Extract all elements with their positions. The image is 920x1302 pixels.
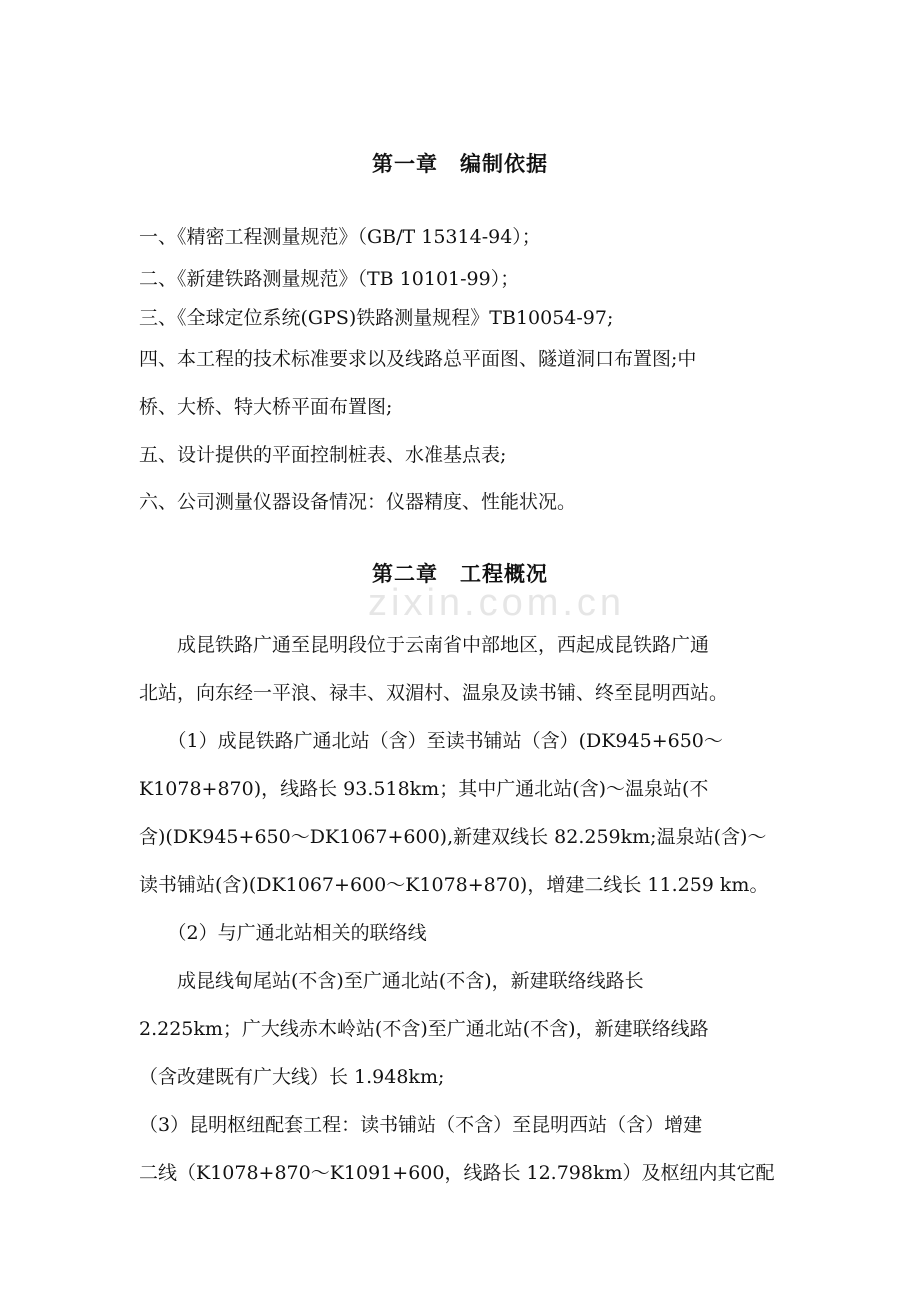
overview-line-4: K1078+870)，线路长 93.518km；其中广通北站(含)～温泉站(不 — [139, 778, 709, 800]
chapter1-title: 第一章 编制依据 — [372, 152, 548, 176]
chapter2-title: 第二章 工程概况 — [372, 562, 548, 586]
overview-line-3: （1）成昆铁路广通北站（含）至读书铺站（含）(DK945+650～ — [139, 730, 723, 752]
overview-line-10: （含改建既有广大线）长 1.948km; — [139, 1066, 445, 1088]
overview-line-1: 成昆铁路广通至昆明段位于云南省中部地区，西起成昆铁路广通 — [139, 634, 710, 656]
overview-line-12: 二线（K1078+870～K1091+600，线路长 12.798km）及枢纽内其它配 — [139, 1162, 775, 1184]
overview-line-8: 成昆线甸尾站(不含)至广通北站(不含)，新建联络线路长 — [139, 970, 644, 992]
basis-item-2: 二、《新建铁路测量规范》（TB 10101-99）； — [139, 268, 520, 290]
basis-item-4: 四、本工程的技术标准要求以及线路总平面图、隧道洞口布置图;中 — [139, 348, 697, 370]
overview-line-11: （3）昆明枢纽配套工程：读书铺站（不含）至昆明西站（含）增建 — [139, 1114, 703, 1136]
basis-item-5: 五、设计提供的平面控制桩表、水准基点表; — [139, 444, 507, 466]
overview-line-2: 北站，向东经一平浪、禄丰、双湄村、温泉及读书铺、终至昆明西站。 — [139, 682, 729, 704]
overview-line-5: 含)(DK945+650～DK1067+600),新建双线长 82.259km;温泉站(含)～ — [139, 826, 767, 848]
basis-item-1: 一、《精密工程测量规范》（GB/T 15314-94）； — [139, 226, 541, 248]
overview-line-6: 读书铺站(含)(DK1067+600～K1078+870)，增建二线长 11.259 km。 — [139, 874, 769, 896]
basis-item-6: 六、公司测量仪器设备情况：仪器精度、性能状况。 — [139, 491, 577, 513]
watermark: zixin.com.cn — [368, 582, 626, 624]
basis-item-3: 三、《全球定位系统(GPS)铁路测量规程》TB10054-97; — [139, 307, 614, 329]
overview-line-7: （2）与广通北站相关的联络线 — [139, 922, 427, 944]
overview-line-9: 2.225km；广大线赤木岭站(不含)至广通北站(不含)，新建联络线路 — [139, 1018, 709, 1040]
basis-item-4-continued: 桥、大桥、特大桥平面布置图; — [139, 396, 393, 418]
